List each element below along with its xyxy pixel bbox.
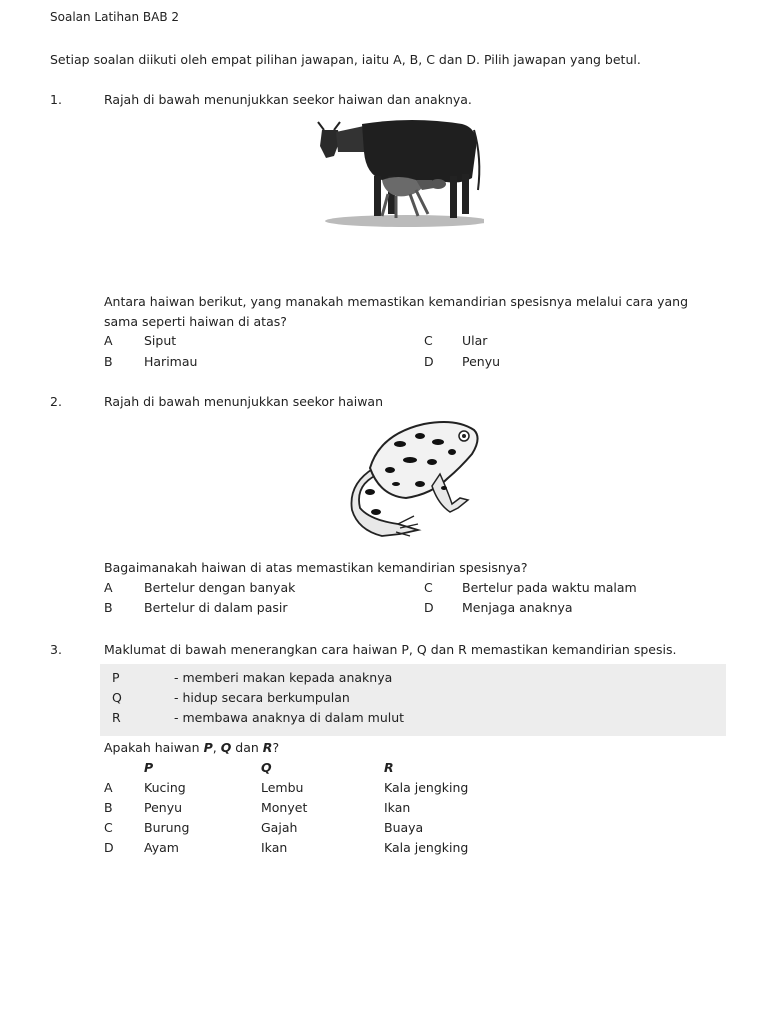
table-header-r: R [384,760,394,775]
table-cell[interactable]: Gajah [261,820,298,835]
option-letter[interactable]: A [104,333,113,348]
table-cell[interactable]: Burung [144,820,190,835]
question-2-intro: Rajah di bawah menunjukkan seekor haiwan [104,394,384,409]
option-letter[interactable]: C [424,580,433,595]
table-cell[interactable]: Penyu [144,800,183,815]
option-text[interactable]: Ular [462,333,488,348]
option-text[interactable]: Penyu [462,354,501,369]
table-cell[interactable]: Buaya [384,820,424,835]
info-key: P [112,670,120,685]
option-letter[interactable]: B [104,800,113,815]
question-1-number: 1. [50,92,62,107]
option-letter[interactable]: B [104,600,113,615]
table-cell[interactable]: Ikan [384,800,411,815]
option-letter[interactable]: B [104,354,113,369]
info-key: R [112,710,121,725]
option-letter[interactable]: D [104,840,114,855]
table-cell[interactable]: Kala jengking [384,780,469,795]
question-1-intro: Rajah di bawah menunjukkan seekor haiwan dan anaknya. [104,92,472,107]
info-text: - hidup secara berkumpulan [174,690,350,705]
info-key: Q [112,690,122,705]
option-letter[interactable]: A [104,580,113,595]
option-text[interactable]: Harimau [144,354,198,369]
table-header-q: Q [261,760,272,775]
question-2-number: 2. [50,394,62,409]
frog-illustration [340,412,488,540]
table-cell[interactable]: Ayam [144,840,179,855]
table-header-p: P [144,760,154,775]
prompt-p: P [203,740,213,755]
table-cell[interactable]: Kala jengking [384,840,469,855]
table-cell[interactable]: Kucing [144,780,186,795]
option-text[interactable]: Menjaga anaknya [462,600,573,615]
table-cell[interactable]: Monyet [261,800,308,815]
question-3-prompt [104,740,279,755]
instructions: Setiap soalan diikuti oleh empat pilihan jawapan, iaitu A, B, C dan D. Pilih jawapan yang betul. [50,52,641,67]
question-2-stem: Bagaimanakah haiwan di atas memastikan kemandirian spesisnya? [104,560,528,575]
table-cell[interactable]: Ikan [261,840,288,855]
cow-with-calf-illustration [312,118,484,228]
info-text: - membawa anaknya di dalam mulut [174,710,405,725]
option-letter[interactable]: A [104,780,113,795]
option-letter[interactable]: D [424,600,434,615]
option-text[interactable]: Bertelur dengan banyak [144,580,296,595]
option-text[interactable]: Bertelur di dalam pasir [144,600,288,615]
info-text: - memberi makan kepada anaknya [174,670,393,685]
prompt-suffix: ? [272,740,280,755]
question-3-number: 3. [50,642,62,657]
document-title: Soalan Latihan BAB 2 [50,10,179,24]
question-1-stem-line2: sama seperti haiwan di atas? [104,314,287,329]
option-text[interactable]: Bertelur pada waktu malam [462,580,637,595]
question-1-stem-line1: Antara haiwan berikut, yang manakah memastikan kemandirian spesisnya melalui cara yang [104,294,689,309]
prompt-r: R [262,740,273,755]
prompt-prefix: Apakah haiwan [104,740,204,755]
prompt-sep: dan [231,740,263,755]
option-letter[interactable]: C [104,820,113,835]
question-3-intro: Maklumat di bawah menerangkan cara haiwan P, Q dan R memastikan kemandirian spesis. [104,642,677,657]
prompt-q: Q [220,740,232,755]
option-letter[interactable]: D [424,354,434,369]
prompt-sep: , [212,740,221,755]
table-cell[interactable]: Lembu [261,780,304,795]
option-text[interactable]: Siput [144,333,177,348]
option-letter[interactable]: C [424,333,433,348]
